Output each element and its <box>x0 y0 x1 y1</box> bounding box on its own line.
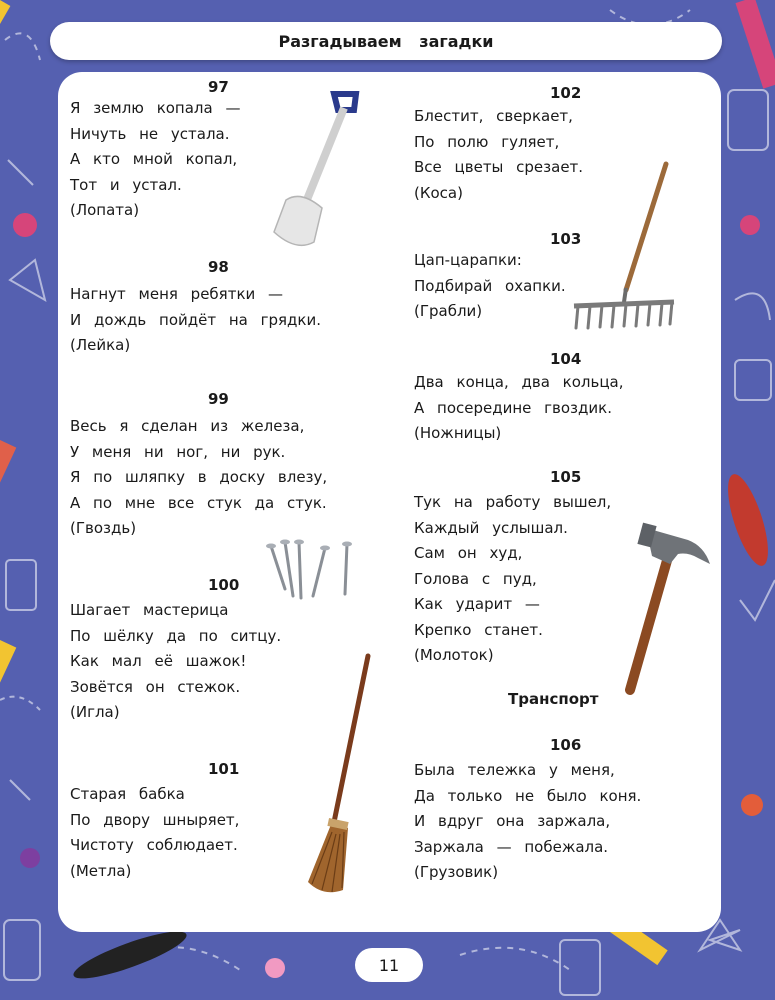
riddle-number: 104 <box>550 350 582 368</box>
riddle-answer: (Игла) <box>70 703 120 721</box>
riddle-line: Ничуть не устала. <box>70 124 230 143</box>
riddle-line: Цап-царапки: <box>414 251 522 269</box>
riddle-line: Голова с пуд, <box>414 569 537 588</box>
riddle-101 <box>70 782 239 884</box>
riddle-line: Старая бабка <box>70 785 185 803</box>
riddle-103 <box>414 248 566 325</box>
riddle-line: И дождь пойдёт на грядки. <box>70 310 322 329</box>
riddle-104 <box>414 370 624 447</box>
riddle-answer: (Грабли) <box>414 302 483 320</box>
riddle-line: Два конца, два кольца, <box>414 373 624 391</box>
broom-icon <box>288 652 378 902</box>
riddle-line: Крепко станет. <box>414 620 543 639</box>
riddle-102 <box>414 104 583 206</box>
riddle-106 <box>414 758 641 886</box>
section-title: Транспорт <box>508 690 599 708</box>
riddle-97 <box>70 96 240 224</box>
riddle-answer: (Коса) <box>414 183 463 202</box>
content-card <box>58 72 721 932</box>
riddle-line: Была тележка у меня, <box>414 761 615 779</box>
riddle-number: 101 <box>208 760 240 778</box>
riddle-105 <box>414 490 611 669</box>
riddle-line: Блестит, сверкает, <box>414 107 573 125</box>
riddle-line: Подбирай охапки. <box>414 276 566 295</box>
riddle-99 <box>70 414 327 542</box>
riddle-line: Да только не было коня. <box>414 786 642 805</box>
riddle-number: 98 <box>208 258 229 276</box>
riddle-line: Как ударит — <box>414 595 540 613</box>
page-number: 11 <box>355 948 423 982</box>
riddle-line: По двору шныряет, <box>70 810 240 829</box>
riddle-line: По шёлку да по ситцу. <box>70 626 282 645</box>
riddle-line: Я по шляпку в доску влезу, <box>70 468 328 486</box>
riddle-answer: (Гвоздь) <box>70 519 137 537</box>
riddle-line: Все цветы срезает. <box>414 158 584 176</box>
riddle-line: Зовётся он стежок. <box>70 677 241 696</box>
riddle-98 <box>70 282 321 359</box>
riddle-line: А кто мной копал, <box>70 150 238 168</box>
hammer-icon <box>618 520 713 700</box>
riddle-number: 97 <box>208 78 229 96</box>
riddle-number: 103 <box>550 230 582 248</box>
shovel-icon <box>256 82 366 257</box>
rake-icon <box>570 160 680 340</box>
riddle-answer: (Лейка) <box>70 336 131 354</box>
riddle-answer: (Молоток) <box>414 646 494 664</box>
riddle-number: 100 <box>208 576 240 594</box>
riddle-line: Чистоту соблюдает. <box>70 836 238 854</box>
riddle-line: Шагает мастерица <box>70 601 229 619</box>
riddle-line: Тук на работу вышел, <box>414 493 612 511</box>
riddle-number: 106 <box>550 736 582 754</box>
riddle-100 <box>70 598 281 726</box>
riddle-line: А посередине гвоздик. <box>414 398 612 417</box>
riddle-line: Я землю копала — <box>70 99 241 117</box>
nails-icon <box>263 534 363 604</box>
riddle-line: Заржала — побежала. <box>414 837 609 856</box>
riddle-line: А по мне все стук да стук. <box>70 493 327 512</box>
riddle-answer: (Лопата) <box>70 201 140 219</box>
riddle-line: Каждый услышал. <box>414 518 568 537</box>
riddle-answer: (Грузовик) <box>414 863 499 881</box>
riddle-number: 99 <box>208 390 229 408</box>
riddle-number: 105 <box>550 468 582 486</box>
riddle-line: Нагнут меня ребятки — <box>70 285 284 303</box>
riddle-line: По полю гуляет, <box>414 132 560 151</box>
page-title: Разгадываем загадки <box>278 31 494 51</box>
riddle-line: У меня ни ног, ни рук. <box>70 442 286 461</box>
riddle-line: Тот и устал. <box>70 175 182 194</box>
riddle-line: И вдруг она заржала, <box>414 812 611 830</box>
riddle-number: 102 <box>550 84 582 102</box>
riddle-answer: (Метла) <box>70 861 132 880</box>
riddle-line: Как мал её шажок! <box>70 652 247 670</box>
riddle-answer: (Ножницы) <box>414 424 502 442</box>
title-bar <box>50 22 722 60</box>
riddle-line: Весь я сделан из железа, <box>70 417 305 435</box>
riddle-line: Сам он худ, <box>414 544 523 562</box>
